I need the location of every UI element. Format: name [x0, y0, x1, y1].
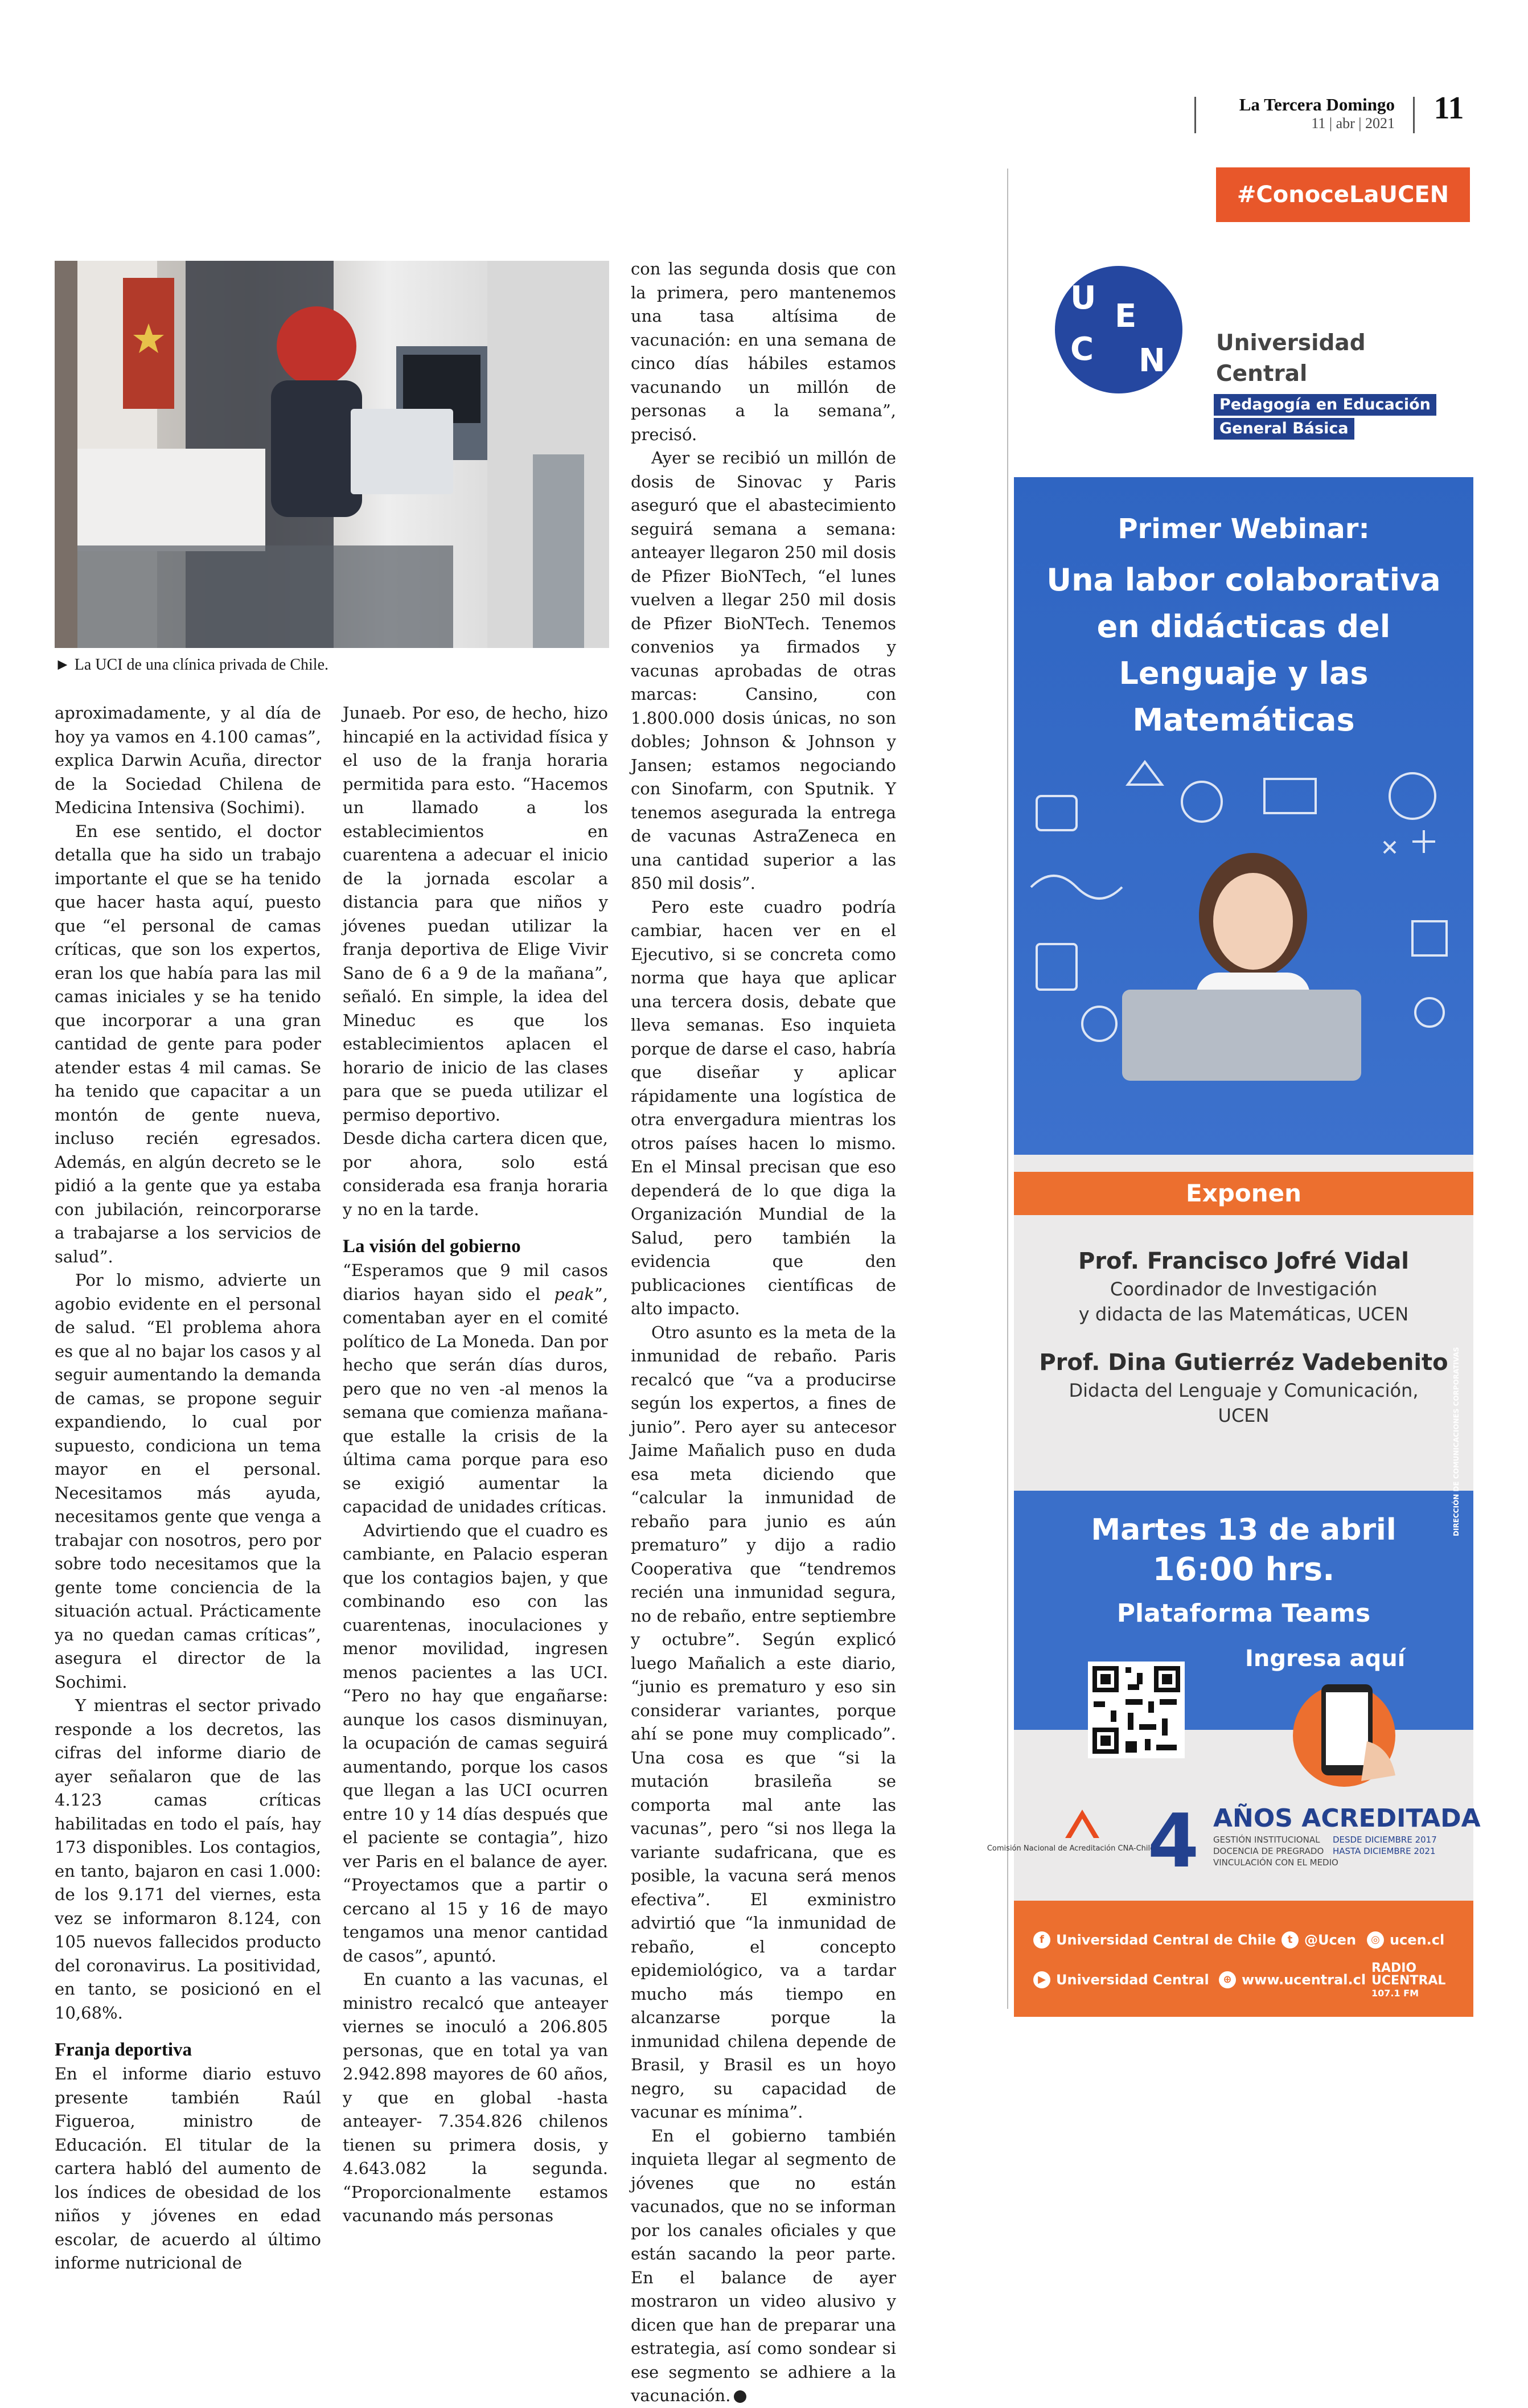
instagram-label: ucen.cl	[1390, 1932, 1445, 1948]
accreditation-from: DESDE DICIEMBRE 2017	[1333, 1835, 1437, 1845]
radio-label: UCENTRAL	[1371, 1974, 1446, 1988]
paragraph: con las segunda dosis que con la primera, pero mantenemos una tasa altísima de vacunación: en una semana de cinco días hábiles estamos vacunando un millón de personas a la semana”, precisó.	[631, 259, 896, 444]
caption-text: La UCI de una clínica privada de Chile.	[74, 656, 328, 674]
photo-caption	[55, 656, 613, 674]
italic-term: peak	[554, 1284, 594, 1304]
cta-label[interactable]: Ingresa aquí	[1245, 1646, 1406, 1672]
end-of-article-icon	[734, 2390, 746, 2403]
youtube-label: Universidad Central	[1056, 1972, 1209, 1988]
accreditation-area: VINCULACIÓN CON EL MEDIO	[1213, 1857, 1338, 1868]
paragraph: Por lo mismo, advierte un agobio evidente en el personal de salud. “El problema ahora es que al no bajar los casos y al seguir aumentando la demanda de camas, se propone seguir expandiendo, lo cual por supuesto, condiciona un tema mayor en el personal. Necesitamos más ayuda, necesitamos gente que venga a trabajar con nosotros, pero por sobre todo necesitamos que la gente tome conciencia de la situación actual. Prácticamente ya no quedan camas críticas”, asegura el director de la Sochimi.	[55, 1270, 321, 1692]
speaker-2-role: UCEN	[1218, 1405, 1270, 1426]
exponen-bar: Exponen	[1014, 1172, 1473, 1215]
speaker-2-name: Prof. Dina Gutierréz Vadebenito	[1039, 1349, 1448, 1376]
logo-letter: N	[1139, 342, 1165, 379]
header-divider	[1194, 97, 1196, 133]
event-date: Martes 13 de abril	[1091, 1513, 1396, 1547]
webinar-title: Primer Webinar:	[1118, 513, 1370, 545]
twitter-link[interactable]	[1281, 1931, 1356, 1948]
hashtag-banner[interactable]: #ConoceLaUCEN	[1216, 167, 1470, 222]
instagram-link[interactable]	[1367, 1931, 1444, 1948]
icu-photo	[55, 261, 609, 648]
paragraph: Junaeb. Por eso, de hecho, hizo hincapié en la actividad física y el uso de la franja horaria permitida para esto. “Hacemos un llamado a los establecimientos en cuarentena a adecuar el inicio de la jornada escolar a distancia para que niños y jóvenes puedan utilizar la franja deportiva de Elige Vivir Sano de 6 a 9 de la mañana”, señaló. En simple, la idea del Mineduc es que los establecimientos aplacen el horario de inicio de las clases para que se pueda utilizar el permiso deportivo.	[343, 703, 608, 1125]
accreditation-block	[987, 1798, 1481, 1889]
paragraph: En ese sentido, el doctor detalla que ha sido un trabajo importante el que se ha tenido que hacer hasta aquí, puesto que “el personal de camas críticas, que son los expertos, eran los que había para las mil camas iniciales y se ha tenido que incorporar a una gran cantidad de gente para poder atender estas 4 mil camas. Se ha tenido que capacitar a un montón de gente nueva, incluso recién egresados. Además, en algún decreto se le pidió a la gente que ya estaba con jubilación, reincorporarse a trabajarse a los servicios de salud”.	[55, 821, 321, 1266]
logo-letter: E	[1115, 298, 1137, 335]
accreditation-years: 4	[1147, 1798, 1200, 1884]
webinar-header-panel	[1014, 477, 1473, 1155]
caption-arrow-icon: ►	[55, 656, 71, 674]
university-name-line: Universidad	[1216, 330, 1366, 356]
phone-hand-icon	[1281, 1673, 1412, 1787]
article-column-1	[55, 702, 321, 2275]
radio-label: RADIO	[1371, 1961, 1417, 1975]
instagram-icon: ◎	[1367, 1931, 1384, 1948]
event-platform: Plataforma Teams	[1116, 1599, 1371, 1628]
facebook-label: Universidad Central de Chile	[1056, 1932, 1276, 1948]
paragraph: Pero este cuadro podría cambiar, hacen ver en el Ejecutivo, si se concreta como norma que haya que aplicar una tercera dosis, debate que lleva semanas. Eso inquieta porque de darse el caso, habría que diseñar y aplicar rápidamente una logística de otra envergadura mientras los otros países hacen lo mismo. En el Minsal precisan que eso dependerá de lo que diga la Organización Mundial de la Salud, pero también la evidencia que den publicaciones científicas de alto impacto.	[631, 897, 896, 1318]
website-label: www.ucentral.cl	[1242, 1972, 1366, 1988]
twitter-icon: t	[1281, 1931, 1299, 1948]
university-name	[1216, 328, 1366, 389]
accreditation-area: GESTIÓN INSTITUCIONAL	[1213, 1835, 1320, 1845]
speaker-2-role: Didacta del Lenguaje y Comunicación,	[1069, 1380, 1419, 1401]
text-run: ”, comentaban ayer en el comité político de La Moneda. Dan por hecho que serán días duros, pero que no ven -al menos la semana que comienza mañana- que estalle la crisis de la última cama porque para eso se exigió aumentar la capacidad de unidades críticas.	[343, 1284, 608, 1516]
program-label: General Básica	[1214, 418, 1354, 440]
paragraph: En cuanto a las vacunas, el ministro recalcó que anteayer viernes se inoculó a 206.805 personas, que en total ya van 2.942.898 mayores de 60 años, y que en global -hasta anteayer- 7.354.826 chilenos tienen su primera dosis, y 4.643.082 la segunda. “Proporcionalmente estamos vacunando más personas	[343, 1970, 608, 2225]
speaker-1-name: Prof. Francisco Jofré Vidal	[1078, 1248, 1409, 1274]
header-divider	[1413, 97, 1415, 133]
paragraph	[631, 2124, 896, 2408]
girl-laptop-illustration	[1014, 773, 1473, 1081]
text-run: En el gobierno también inquieta llegar al segmento de jóvenes que no están vacunados, que no se informan por los canales oficiales y que están sacando la peor parte. En el balance de ayer mostraron un video alusivo y dicen que han de preparar una estrategia, así como sondear si ese segmento se adhiere a la vacunación.	[631, 2126, 896, 2405]
webinar-subtitle: Una labor colaborativa en didácticas del Lenguaje y las Matemáticas	[1046, 562, 1441, 738]
accreditation-agency: Comisión Nacional de Acreditación CNA-Chile	[987, 1844, 1155, 1853]
logo-letter: U	[1070, 280, 1096, 317]
ad-divider	[1007, 169, 1008, 2009]
event-time: 16:00 hrs.	[1152, 1551, 1335, 1588]
website-link[interactable]	[1219, 1971, 1366, 1988]
paragraph: Desde dicha cartera dicen que, por ahora, solo está considerada esa franja horaria y no en la tarde.	[343, 1129, 608, 1219]
vertical-credit: DIRECCIÓN DE COMUNICACIONES CORPORATIVAS	[1452, 1347, 1460, 1536]
paragraph: En el informe diario estuvo presente también Raúl Figueroa, ministro de Educación. El titular de la cartera habló del aumento de los índices de obesidad de los niños y jóvenes en edad escolar, de acuerdo al último informe nutricional de	[55, 2064, 321, 2272]
radio-frequency: 107.1 FM	[1371, 1988, 1419, 1999]
accreditation-to: HASTA DICIEMBRE 2021	[1333, 1846, 1436, 1856]
speaker-1-role: y didacta de las Matemáticas, UCEN	[1078, 1303, 1409, 1325]
youtube-link[interactable]	[1033, 1971, 1209, 1988]
page-number: 11	[1433, 91, 1464, 126]
twitter-label: @Ucen	[1304, 1932, 1357, 1948]
publication-name: La Tercera Domingo	[1239, 95, 1395, 114]
paragraph: Advirtiendo que el cuadro es cambiante, en Palacio esperan que los contagios bajen, y que combinando eso con las cuarentenas, inoculaciones y menor movilidad, ingresen menos pacientes a las UCI. “Pero no hay que engañarse: aunque los casos disminuyan, la ocupación de camas seguirá aumentando, porque los casos que llegan a las UCI ocurren entre 10 y 14 días después que el paciente se contagia”, hizo ver Paris en el balance de ayer. “Proyectamos que a partir o cercano al 15 y 16 de mayo tengamos una menor cantidad de casos”, apuntó.	[343, 1520, 608, 1966]
article-column-3	[631, 257, 896, 2408]
youtube-icon: ▶	[1033, 1971, 1050, 1988]
publication-date: 11 | abr | 2021	[1311, 115, 1395, 132]
ucen-logo	[1053, 264, 1184, 395]
social-links-bar	[1014, 1901, 1473, 2017]
ucen-logo-mark	[1053, 264, 1184, 395]
accreditation-title: AÑOS ACREDITADA	[1213, 1804, 1481, 1833]
paragraph: Otro asunto es la meta de la inmunidad de rebaño. Paris recalcó que “va a producirse según los expertos, a fines de junio”. Pero ayer su antecesor Jaime Mañalich puso en duda esa meta diciendo que “calcular la inmunidad de rebaño para junio es aún prematuro” y dijo a radio Cooperativa que “tendremos recién una inmunidad segura, no de rebaño, entre septiembre y octubre”. Según explicó luego Mañalich a este diario, “junio es prematuro y eso sin considerar variantes, porque ahí se pone muy complicado”. Una cosa es que “si la mutación brasileña se comporta mal ante las vacunas”, pero “si nos llega la variante sudafricana, que es posible, la vacuna será menos efectiva”. El exministro advirtió que “la inmunidad de rebaño, el concepto epidemiológico, va a tardar mucho más tiempo en alcanzarse porque la inmunidad chilena depende de Brasil, y Brasil es un hoyo negro, su capacidad de vacunar es mínima”.	[631, 1322, 896, 2122]
globe-icon: ⊕	[1219, 1971, 1236, 1988]
subheading-franja: Franja deportiva	[55, 2040, 192, 2060]
radio-logo[interactable]	[1371, 1962, 1445, 2000]
speaker-1-role: Coordinador de Investigación	[1110, 1278, 1378, 1300]
facebook-link[interactable]	[1033, 1931, 1276, 1948]
text-run: “Esperamos que 9 mil casos diarios hayan sido el	[343, 1261, 608, 1304]
program-label: Pedagogía en Educación	[1214, 394, 1436, 416]
paragraph: Y mientras el sector privado responde a los decretos, las cifras del informe diario de ayer señalaron que de las 4.123 camas críticas habilitadas en todo el país, hay 173 disponibles. Los contagios, en tanto, bajaron en casi 1.000: de los 9.171 del viernes, esta vez se informaron 8.124, con 105 nuevos fallecidos producto del coronavirus. La positividad, en tanto, se posicionó en el 10,68%.	[55, 1696, 321, 2023]
paragraph: aproximadamente, y al día de hoy ya vamos en 4.100 camas”, explica Darwin Acuña, director de la Sociedad Chilena de Medicina Intensiva (Sochimi).	[55, 703, 321, 817]
webinar-ad	[987, 477, 1481, 2017]
paragraph	[343, 1259, 608, 1519]
paragraph: Ayer se recibió un millón de dosis de Sinovac y Paris aseguró que el abastecimiento seguirá semana a semana: anteayer llegaron 250 mil dosis de Pfizer BioNTech, “el lunes vuelven a llegar 250 mil dosis de Pfizer BioNTech. Tenemos convenios ya firmados y vacunas aprobadas de otras marcas: Cansino, con 1.800.000 dosis únicas, no son dobles; Johnson & Johnson y Jansen; estamos negociando con Sinofarm, con Sputnik. Y tenemos asegurada la entrega de vacunas AstraZeneca en una cantidad superior a las 850 mil dosis”.	[631, 448, 896, 893]
university-name-line: Central	[1216, 361, 1308, 387]
accreditation-area: DOCENCIA DE PREGRADO	[1213, 1846, 1324, 1856]
logo-letter: C	[1070, 331, 1094, 368]
article-column-2	[343, 702, 608, 2228]
icu-photo-illustration	[55, 261, 609, 648]
facebook-icon: f	[1033, 1931, 1050, 1948]
subheading-vision: La visión del gobierno	[343, 1236, 521, 1257]
qr-code-icon[interactable]	[1088, 1662, 1185, 1758]
